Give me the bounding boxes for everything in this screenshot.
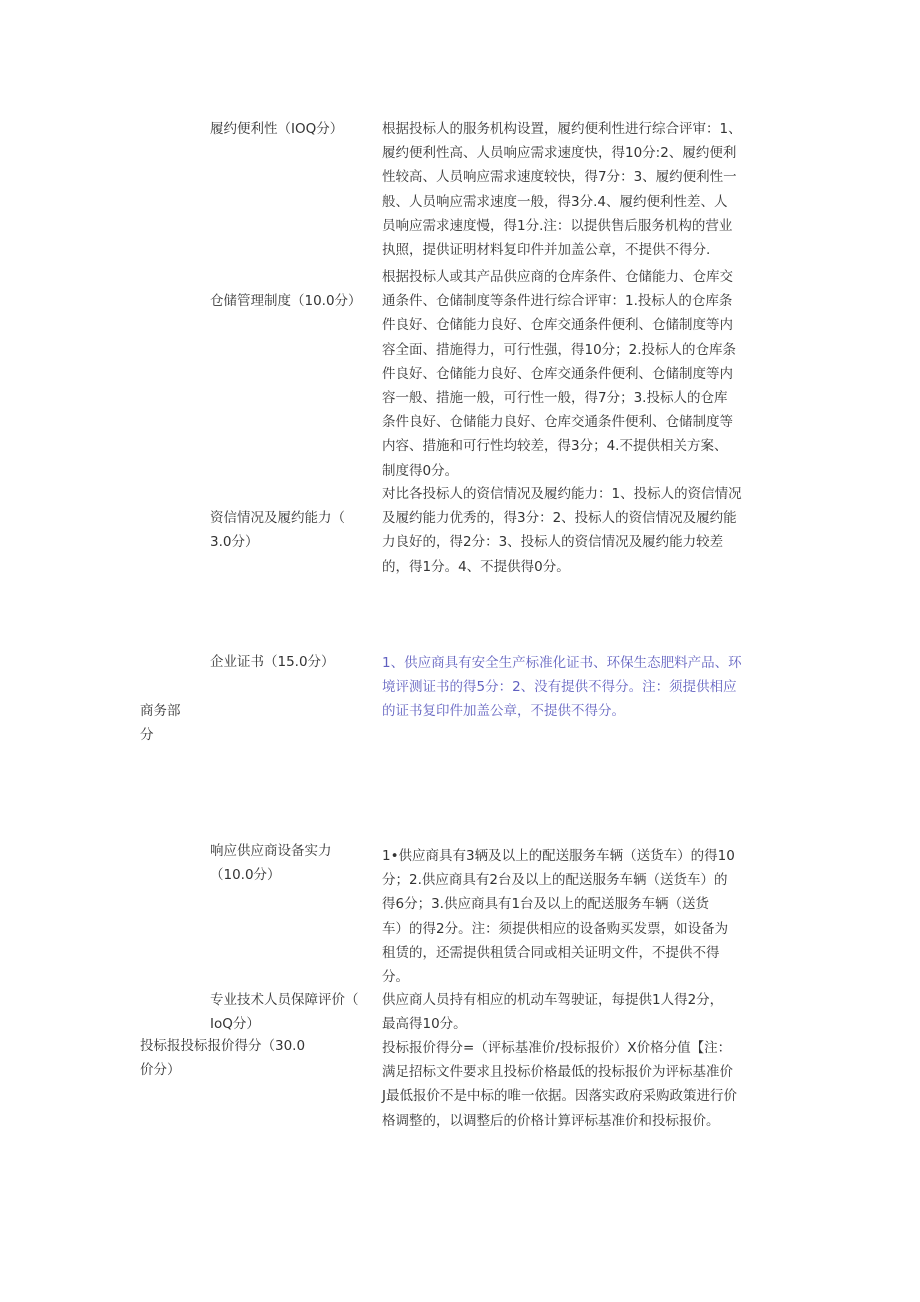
criterion-enterprise-certificate: 企业证书（15.0分） xyxy=(210,654,335,670)
section-label-business: 商务部 分 xyxy=(140,703,181,744)
description-equipment-strength: 1•供应商具有3辆及以上的配送服务车辆（送货车）的得10 分；2.供应商具有2台及以上的配送服务车辆（送货车）的 得6分；3.供应商具有1台及以上的配送服务车辆（送货 车）的得2分。注：须提供相应的设备购买发票，如设备为 租赁的，还需提供租赁合同或相关证明文件，不提供不得 分。 xyxy=(382,848,735,986)
criterion-technical-staff: 专业技术人员保障评价（ IoQ分） xyxy=(210,992,359,1033)
criterion-credit-capability: 资信情况及履约能力（ 3.0分） xyxy=(210,510,345,551)
description-credit-capability: 对比各投标人的资信情况及履约能力：1、投标人的资信情况 及履约能力优秀的，得3分：2、投标人的资信情况及履约能 力良好的，得2分：3、投标人的资信情况及履约能力较差 的，得1分。4、不提供得0分。 xyxy=(382,486,742,575)
criterion-warehouse-management: 仓储管理制度（10.0分） xyxy=(210,293,362,309)
criterion-equipment-strength: 响应供应商设备实力 （10.0分） xyxy=(210,843,332,884)
description-bid-price: 投标报价得分=（评标基准价/投标报价）X价格分值【注： 满足招标文件要求且投标价格最低的投标报价为评标基准价 J最低报价不是中标的唯一依据。因落实政府采购政策进行价 格调整的，以调整后的价格计算评标基准价和投标报价。 xyxy=(382,1040,737,1129)
criterion-performance-convenience: 履约便利性（IOQ分） xyxy=(210,121,344,137)
description-performance-convenience: 根据投标人的服务机构设置，履约便利性进行综合评审：1、 履约便利性高、人员响应需求速度快，得10分:2、履约便利 性较高、人员响应需求速度较快，得7分：3、履约便利性一 般、人员响应需求速度一般，得3分.4、履约便利性差、人 员响应需求速度慢，得1分.注：以提供售后服务机构的营业 执照，提供证明材料复印件并加盖公章，不提供不得分. xyxy=(382,121,742,259)
criterion-bid-price: 投标报投标报价得分（30.0 价分） xyxy=(140,1038,306,1079)
description-warehouse-management: 根据投标人或其产品供应商的仓库条件、仓储能力、仓库交 通条件、仓储制度等条件进行综合评审：1.投标人的仓库条 件良好、仓储能力良好、仓库交通条件便利、仓储制度等内 容全面、措施得力，可行性强，得10分；2.投标人的仓库条 件良好、仓储能力良好、仓库交通条件便利、仓储制度等内 容一般、措施一般，可行性一般，得7分；3.投标人的仓库 条件良好、仓储能力良好、仓库交通条件便利、仓储制度等 内容、措施和可行性均较差，得3分；4.不提供相关方案、 制度得0分。 xyxy=(382,269,737,479)
description-technical-staff: 供应商人员持有相应的机动车驾驶证，每提供1人得2分， 最高得10分。 xyxy=(382,992,724,1033)
description-enterprise-certificate: 1、供应商具有安全生产标准化证书、环保生态肥料产品、环 境评测证书的得5分：2、没有提供不得分。注：须提供相应 的证书复印件加盖公章，不提供不得分。 xyxy=(382,655,742,720)
